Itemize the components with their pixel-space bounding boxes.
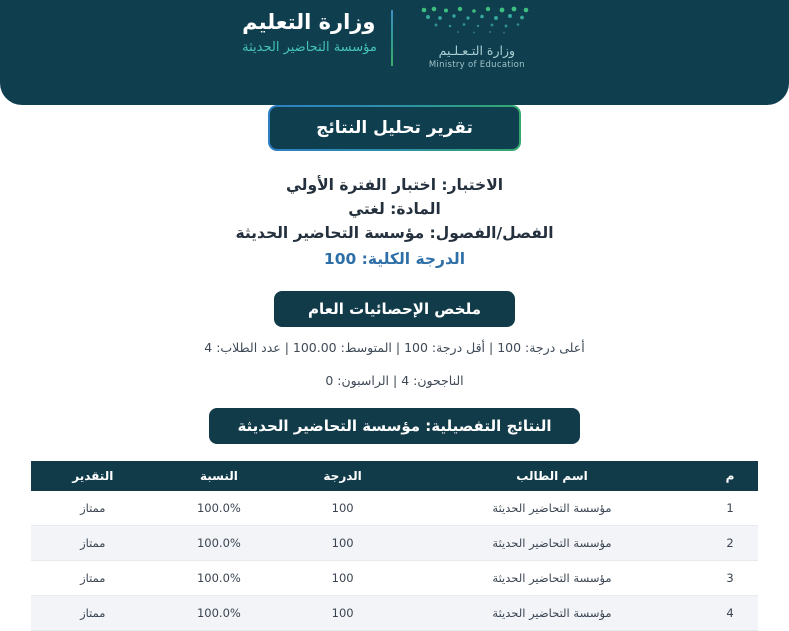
report-content [0, 105, 789, 631]
column-header-percent: النسبة [155, 461, 284, 491]
cell-grade: 100 [283, 526, 402, 561]
cell-student-name: مؤسسة التحاضير الحديثة [402, 526, 702, 561]
details-section-header: النتائج التفصيلية: مؤسسة التحاضير الحديثة [209, 408, 579, 444]
results-table-body [31, 491, 758, 631]
header-divider [391, 10, 393, 66]
cell-rating: ممتاز [31, 561, 155, 596]
cell-grade: 100 [283, 491, 402, 526]
cell-rating: ممتاز [31, 596, 155, 631]
details-section-header-wrap [0, 408, 789, 444]
page-header [0, 0, 789, 105]
logo-dots-icon [416, 6, 538, 38]
table-row [31, 526, 758, 561]
cell-percent: 100.0% [155, 561, 284, 596]
table-row [31, 596, 758, 631]
cell-rating: ممتاز [31, 526, 155, 561]
stats-section-header-wrap [0, 291, 789, 327]
stats-summary-line-2: الناجحون: 4 | الراسبون: 0 [325, 373, 464, 389]
stats-summary-line-1: أعلى درجة: 100 | أقل درجة: 100 | المتوسط: 100.00 | عدد الطلاب: 4 [204, 340, 585, 356]
cell-rating: ممتاز [31, 491, 155, 526]
cell-student-name: مؤسسة التحاضير الحديثة [402, 561, 702, 596]
logo-english-text: Ministry of Education [428, 60, 525, 70]
ministry-logo [407, 4, 547, 70]
table-header-row [31, 461, 758, 491]
ministry-text-block [242, 4, 377, 55]
classes-line: الفصل/الفصول: مؤسسة التحاضير الحديثة [235, 224, 554, 243]
cell-student-name: مؤسسة التحاضير الحديثة [402, 596, 702, 631]
cell-percent: 100.0% [155, 491, 284, 526]
total-grade-line: الدرجة الكلية: 100 [323, 250, 466, 269]
column-header-rating: التقدير [31, 461, 155, 491]
exam-info-block [0, 173, 789, 271]
column-header-grade: الدرجة [283, 461, 402, 491]
report-title-badge: تقرير تحليل النتائج [268, 105, 521, 151]
cell-index: 2 [702, 526, 758, 561]
cell-grade: 100 [283, 596, 402, 631]
cell-index: 4 [702, 596, 758, 631]
column-header-index: م [702, 461, 758, 491]
column-header-student-name: اسم الطالب [402, 461, 702, 491]
cell-percent: 100.0% [155, 526, 284, 561]
report-title-wrap [0, 105, 789, 151]
exam-name-line: الاختبار: اختبار الفترة الأولي [285, 176, 504, 194]
cell-index: 3 [702, 561, 758, 596]
logo-arabic-text: وزارة التـعـلـيم [438, 43, 516, 58]
cell-percent: 100.0% [155, 596, 284, 631]
ministry-title: وزارة التعليم [242, 10, 376, 34]
table-row [31, 491, 758, 526]
organization-subtitle: مؤسسة التحاضير الحديثة [242, 40, 377, 56]
cell-student-name: مؤسسة التحاضير الحديثة [402, 491, 702, 526]
results-table-head [31, 461, 758, 491]
stats-section-header: ملخص الإحصائيات العام [274, 291, 515, 327]
results-table-wrap [0, 461, 789, 631]
results-table [31, 461, 758, 631]
table-row [31, 561, 758, 596]
cell-index: 1 [702, 491, 758, 526]
subject-line: المادة: لغتي [348, 200, 441, 219]
cell-grade: 100 [283, 561, 402, 596]
